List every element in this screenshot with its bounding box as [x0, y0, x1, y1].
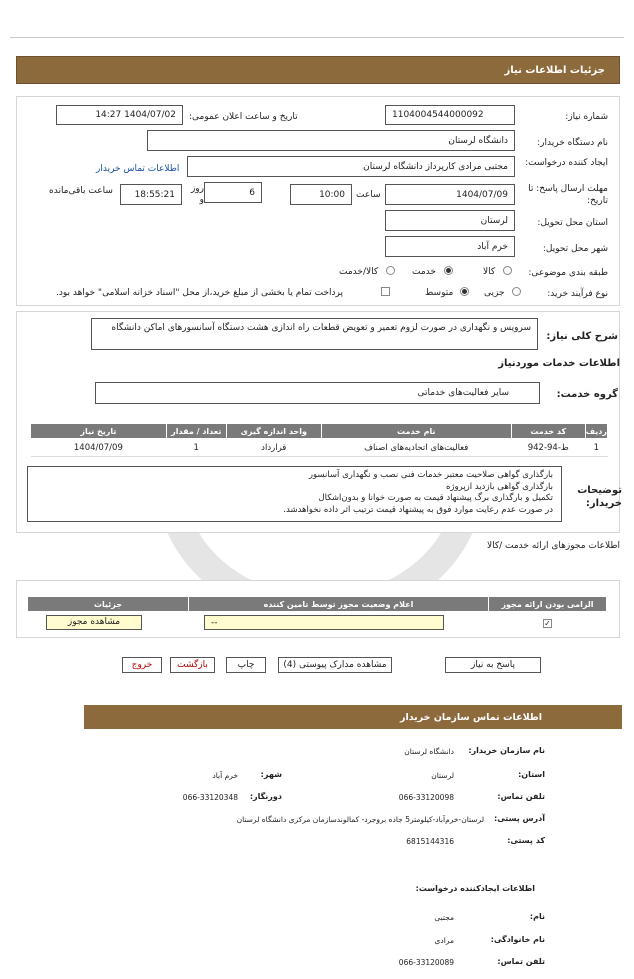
col-date: تاریخ نیاز: [31, 424, 167, 439]
summary-label: شرح کلی نیاز:: [546, 331, 618, 342]
province-label: استان محل تحویل:: [537, 218, 608, 228]
cell-code: ط-94-942: [511, 439, 585, 457]
col-qty: تعداد / مقدار: [166, 424, 226, 439]
postal-label: کد پستی:: [507, 836, 545, 845]
process-label: نوع فرآیند خرید:: [547, 289, 608, 299]
contact-city-value: خرم آباد: [212, 771, 238, 780]
remaining-time-field: 18:55:21: [120, 184, 182, 205]
city-field: خرم آباد: [385, 236, 515, 257]
payment-note: پرداخت تمام یا بخشی از مبلغ خرید،از محل "اسناد خزانه اسلامی" خواهد بود.: [56, 288, 344, 298]
print-button[interactable]: چاپ: [226, 657, 266, 673]
family-label: نام خانوادگی:: [490, 935, 545, 944]
category-both-radio[interactable]: [386, 266, 395, 275]
deadline-time-field: 10:00: [290, 184, 352, 205]
cell-row: 1: [585, 439, 607, 457]
city-label: شهر محل تحویل:: [542, 244, 608, 254]
summary-text: سرویس و نگهداری در صورت لزوم تعمیر و تعویض قطعات راه اندازی هشت دستگاه آسانسورهای اماکن دانشگاه: [111, 323, 531, 333]
cell-name: فعالیت‌های اتحادیه‌های اصناف: [321, 439, 511, 457]
creator-phone-label: تلفن تماس:: [497, 957, 545, 966]
contact-header: [84, 705, 622, 729]
permit-status-field: --: [204, 615, 444, 630]
category-both-label: کالا/خدمت: [339, 267, 379, 277]
service-group-label: گروه خدمت:: [556, 389, 618, 400]
address-value: لرستان-خرم‌آباد-کیلومتر5 جاده بروجرد- کمالوندسازمان مرکزی دانشگاه لرستان: [236, 815, 484, 824]
province-field: لرستان: [385, 210, 515, 231]
note-line: در صورت عدم رعایت موارد فوق به پیشنهاد قیمت ترتیب اثر داده نخواهدشد.: [283, 504, 553, 515]
creator-label: ایجاد کننده درخواست:: [525, 158, 608, 168]
page-title: جزئیات اطلاعات نیاز: [504, 65, 605, 76]
attachments-button[interactable]: مشاهده مدارک پیوستی (4): [278, 657, 392, 673]
col-name: نام خدمت: [321, 424, 511, 439]
back-button[interactable]: بازگشت: [170, 657, 215, 673]
category-goods-radio[interactable]: [503, 266, 512, 275]
need-number-label: شماره نیاز:: [565, 112, 608, 122]
service-group-field: سایر فعالیت‌های خدماتی: [95, 382, 540, 404]
family-value: مرادی: [434, 936, 454, 945]
col-permit-required: الزامی بودن ارائه مجوز: [489, 597, 607, 612]
postal-value: 6815144316: [406, 837, 454, 846]
services-heading: اطلاعات خدمات موردنیاز: [498, 358, 620, 369]
col-permit-status: اعلام وضعیت مجوز توسط تامین کننده: [189, 597, 489, 612]
process-medium-radio[interactable]: [460, 287, 469, 296]
fax-label: دورنگار:: [249, 792, 282, 801]
note-line: بارگذاری گواهی بازدید ازپروژه: [445, 481, 553, 492]
deadline-date-field: 1404/07/09: [385, 184, 515, 205]
days-field: 6: [204, 182, 262, 203]
col-permit-details: جزئیات: [28, 597, 189, 612]
contact-province-value: لرستان: [431, 771, 454, 780]
contact-city-label: شهر:: [260, 770, 282, 779]
need-number-field: 1104004544000092: [385, 105, 515, 125]
process-medium-label: متوسط: [425, 288, 454, 298]
cell-unit: قرارداد: [226, 439, 321, 457]
org-label: نام سازمان خریدار:: [468, 746, 545, 755]
name-value: مجتبی: [434, 913, 454, 922]
permit-required-checkbox: ✓: [544, 619, 551, 628]
buyer-label: نام دستگاه خریدار:: [537, 138, 608, 148]
creator-info-heading: اطلاعات ایجادکننده درخواست:: [415, 884, 535, 893]
buyer-notes-box: [27, 466, 562, 522]
day-label: روز و: [190, 184, 204, 205]
deadline-label: مهلت ارسال پاسخ: تا تاریخ:: [528, 184, 608, 206]
contact-province-label: استان:: [518, 770, 545, 779]
hour-label: ساعت: [356, 190, 381, 200]
note-line: تکمیل و بارگذاری برگ پیشنهاد قیمت به صورت خوانا و بدون‌اشکال: [318, 493, 553, 503]
creator-field: مجتبی مرادی کارپرداز دانشگاه لرستان: [187, 156, 515, 177]
col-unit: واحد اندازه گیری: [226, 424, 321, 439]
contact-heading: اطلاعات تماس سازمان خریدار: [399, 712, 542, 723]
exit-button[interactable]: خروج: [122, 657, 162, 673]
reply-button[interactable]: پاسخ به نیاز: [445, 657, 541, 673]
top-divider: [10, 37, 624, 38]
remaining-label: ساعت باقی‌مانده: [49, 186, 113, 196]
page-header: [16, 56, 620, 84]
contact-info-link[interactable]: اطلاعات تماس خریدار: [96, 164, 180, 174]
name-label: نام:: [529, 912, 545, 921]
service-table: [30, 423, 608, 457]
permits-heading: اطلاعات مجوزهای ارائه خدمت /کالا: [486, 541, 620, 551]
category-service-label: خدمت: [412, 267, 436, 277]
summary-field: [91, 318, 538, 350]
note-line: بارگذاری گواهی صلاحیت معتبر خدمات فنی نصب و نگهداری آسانسور: [308, 470, 553, 480]
phone-label: تلفن تماس:: [497, 792, 545, 801]
cell-qty: 1: [166, 439, 226, 457]
buyer-notes-label: توضیحات خریدار:: [577, 485, 622, 509]
table-row: [31, 439, 608, 457]
treasury-checkbox[interactable]: [381, 287, 390, 296]
org-value: دانشگاه لرستان: [404, 747, 454, 756]
cell-date: 1404/07/09: [31, 439, 167, 457]
address-label: آدرس پستی:: [494, 814, 545, 823]
phone-value: 066-33120098: [398, 793, 454, 802]
view-permit-button[interactable]: مشاهده مجوز: [46, 615, 142, 630]
process-partial-radio[interactable]: [512, 287, 521, 296]
buyer-field: دانشگاه لرستان: [147, 130, 515, 151]
fax-value: 066-33120348: [182, 793, 238, 802]
col-code: کد خدمت: [511, 424, 585, 439]
creator-phone-value: 066-33120089: [398, 958, 454, 967]
process-partial-label: جزیی: [484, 288, 505, 298]
col-row: ردیف: [585, 424, 607, 439]
category-label: طبقه بندی موضوعی:: [528, 268, 608, 278]
permits-table-header: [28, 597, 607, 612]
announce-label: تاریخ و ساعت اعلان عمومی:: [189, 112, 298, 122]
category-goods-label: کالا: [483, 267, 496, 277]
category-service-radio[interactable]: [444, 266, 453, 275]
permits-table: [27, 596, 607, 612]
announce-field: 1404/07/02 14:27: [56, 105, 183, 125]
service-table-header: [31, 424, 608, 439]
